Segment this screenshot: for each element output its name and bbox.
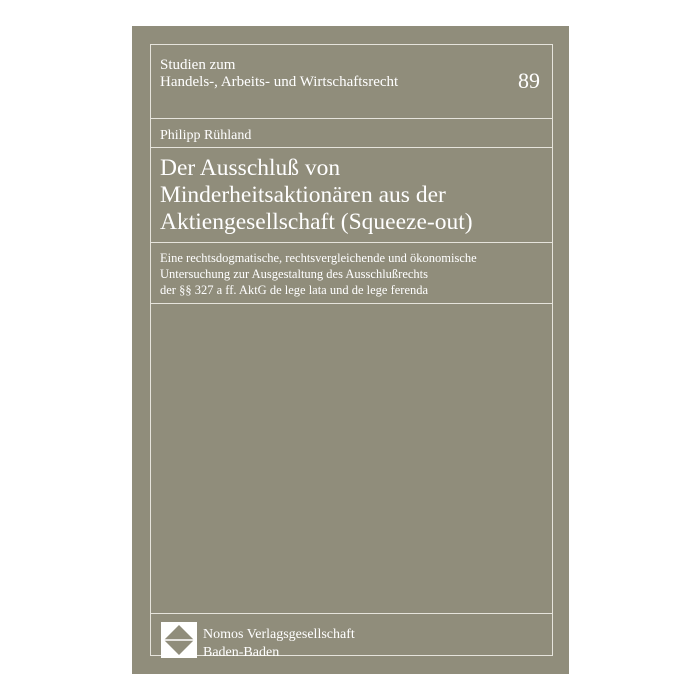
- series-title: [160, 57, 398, 91]
- nomos-logo-graphic: [161, 622, 197, 658]
- cover-frame: [150, 44, 553, 660]
- volume-number: 89: [518, 68, 540, 93]
- book-title-line-3: Aktiengesellschaft (Squeeze-out): [160, 209, 473, 235]
- divider-publisher: [151, 613, 552, 614]
- author-name: Philipp Rühland: [160, 128, 252, 143]
- divider-author: [151, 147, 552, 148]
- series-title-line-2: Handels-, Arbeits- und Wirtschaftsrecht: [160, 74, 399, 90]
- series-title-line-1: Studien zum: [160, 57, 236, 73]
- book-cover: [132, 26, 569, 674]
- book-subtitle-line-2: Untersuchung zur Ausgestaltung des Ausschlußrechts: [160, 267, 429, 281]
- book-title: [160, 155, 473, 236]
- book-title-line-2: Minderheitsaktionären aus der: [160, 182, 446, 208]
- book-subtitle: [160, 250, 477, 298]
- divider-title: [151, 242, 552, 243]
- book-subtitle-line-1: Eine rechtsdogmatische, rechtsvergleichende und ökonomische: [160, 251, 477, 265]
- publisher-line-1: Nomos Verlagsgesellschaft: [203, 627, 355, 642]
- book-title-line-1: Der Ausschluß von: [160, 155, 341, 181]
- publisher-name: [203, 626, 355, 662]
- nomos-logo-icon: [161, 622, 197, 658]
- divider-series: [151, 118, 552, 119]
- book-subtitle-line-3: der §§ 327 a ff. AktG de lege lata und de lege ferenda: [160, 283, 429, 297]
- divider-subtitle: [151, 303, 552, 304]
- publisher-line-2: Baden-Baden: [203, 645, 280, 660]
